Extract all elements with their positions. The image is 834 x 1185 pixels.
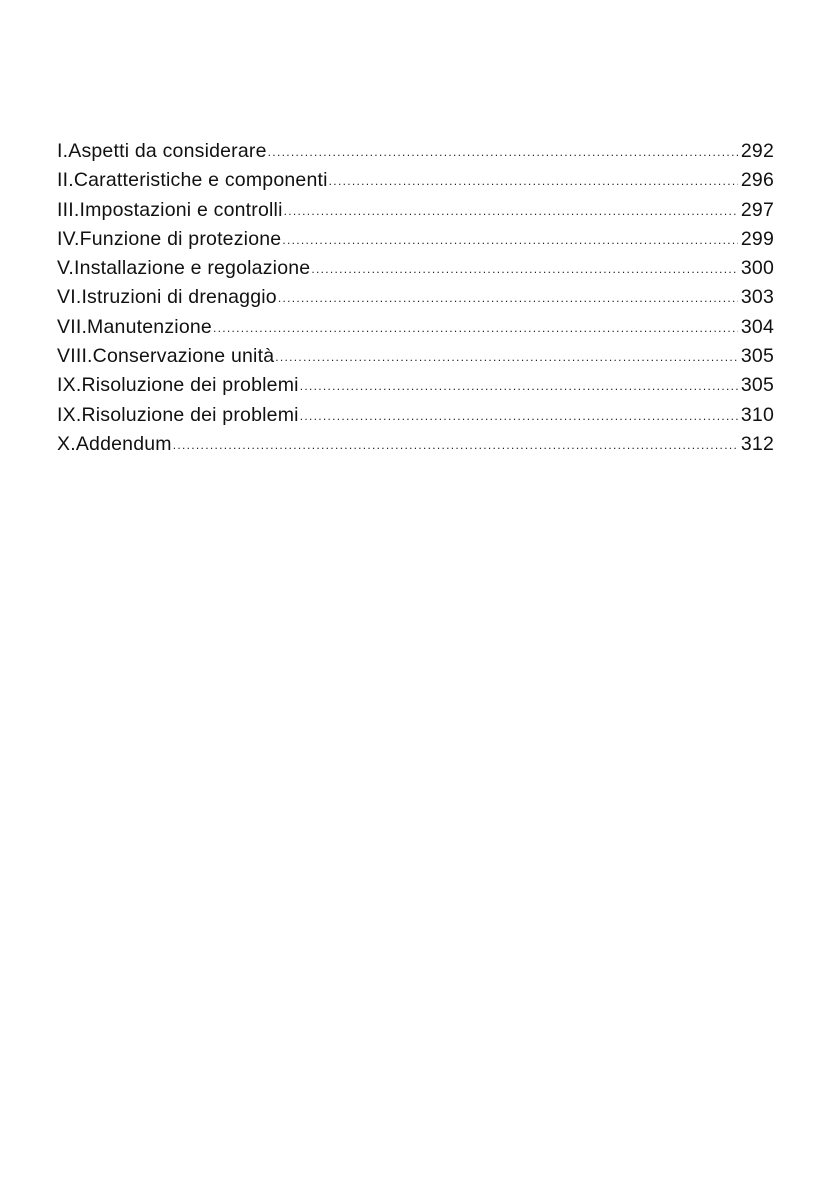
toc-entry[interactable] — [57, 430, 774, 459]
toc-leader-dots — [329, 167, 738, 196]
toc-entry-page: 300 — [740, 257, 774, 280]
toc-leader-dots — [282, 226, 738, 255]
toc-entry-page: 296 — [740, 169, 774, 192]
toc-leader-dots — [300, 372, 738, 401]
toc-entry[interactable] — [57, 254, 774, 283]
toc-entry-title: V.Installazione e regolazione — [57, 257, 311, 280]
toc-entry-page: 297 — [740, 198, 774, 221]
toc-entry-title: X.Addendum — [57, 432, 172, 455]
toc-entry-title: IX.Risoluzione dei problemi — [57, 403, 299, 426]
toc-entry[interactable] — [57, 313, 774, 342]
toc-entry-title: III.Impostazioni e controlli — [57, 198, 283, 221]
toc-leader-dots — [275, 343, 738, 372]
toc-entry-title: VIII.Conservazione unità — [57, 345, 275, 368]
toc-leader-dots — [284, 197, 738, 226]
toc-entry-page: 312 — [740, 432, 774, 455]
table-of-contents — [57, 137, 774, 459]
toc-entry-page: 303 — [740, 286, 774, 309]
toc-entry[interactable] — [57, 371, 774, 400]
toc-entry-page: 299 — [740, 227, 774, 250]
toc-entry[interactable] — [57, 401, 774, 430]
toc-leader-dots — [213, 314, 738, 343]
toc-leader-dots — [173, 431, 738, 460]
toc-entry-title: IX.Risoluzione dei problemi — [57, 374, 299, 397]
toc-leader-dots — [311, 255, 738, 284]
toc-leader-dots — [278, 284, 738, 313]
toc-entry[interactable] — [57, 342, 774, 371]
toc-entry-title: VI.Istruzioni di drenaggio — [57, 286, 277, 309]
toc-entry-page: 310 — [740, 403, 774, 426]
toc-entry-page: 292 — [740, 140, 774, 162]
toc-entry[interactable] — [57, 166, 774, 195]
toc-entry[interactable] — [57, 137, 774, 166]
toc-entry-title: II.Caratteristiche e componenti — [57, 169, 328, 192]
toc-entry-page: 305 — [740, 374, 774, 397]
toc-leader-dots — [268, 138, 738, 167]
toc-entry-page: 304 — [740, 315, 774, 338]
toc-entry-title: IV.Funzione di protezione — [57, 227, 282, 250]
toc-entry[interactable] — [57, 283, 774, 312]
toc-leader-dots — [300, 402, 738, 431]
toc-entry[interactable] — [57, 196, 774, 225]
toc-entry-title: VII.Manutenzione — [57, 315, 212, 338]
toc-entry-page: 305 — [740, 345, 774, 368]
toc-entry-title: I.Aspetti da considerare — [57, 140, 267, 162]
toc-entry[interactable] — [57, 225, 774, 254]
